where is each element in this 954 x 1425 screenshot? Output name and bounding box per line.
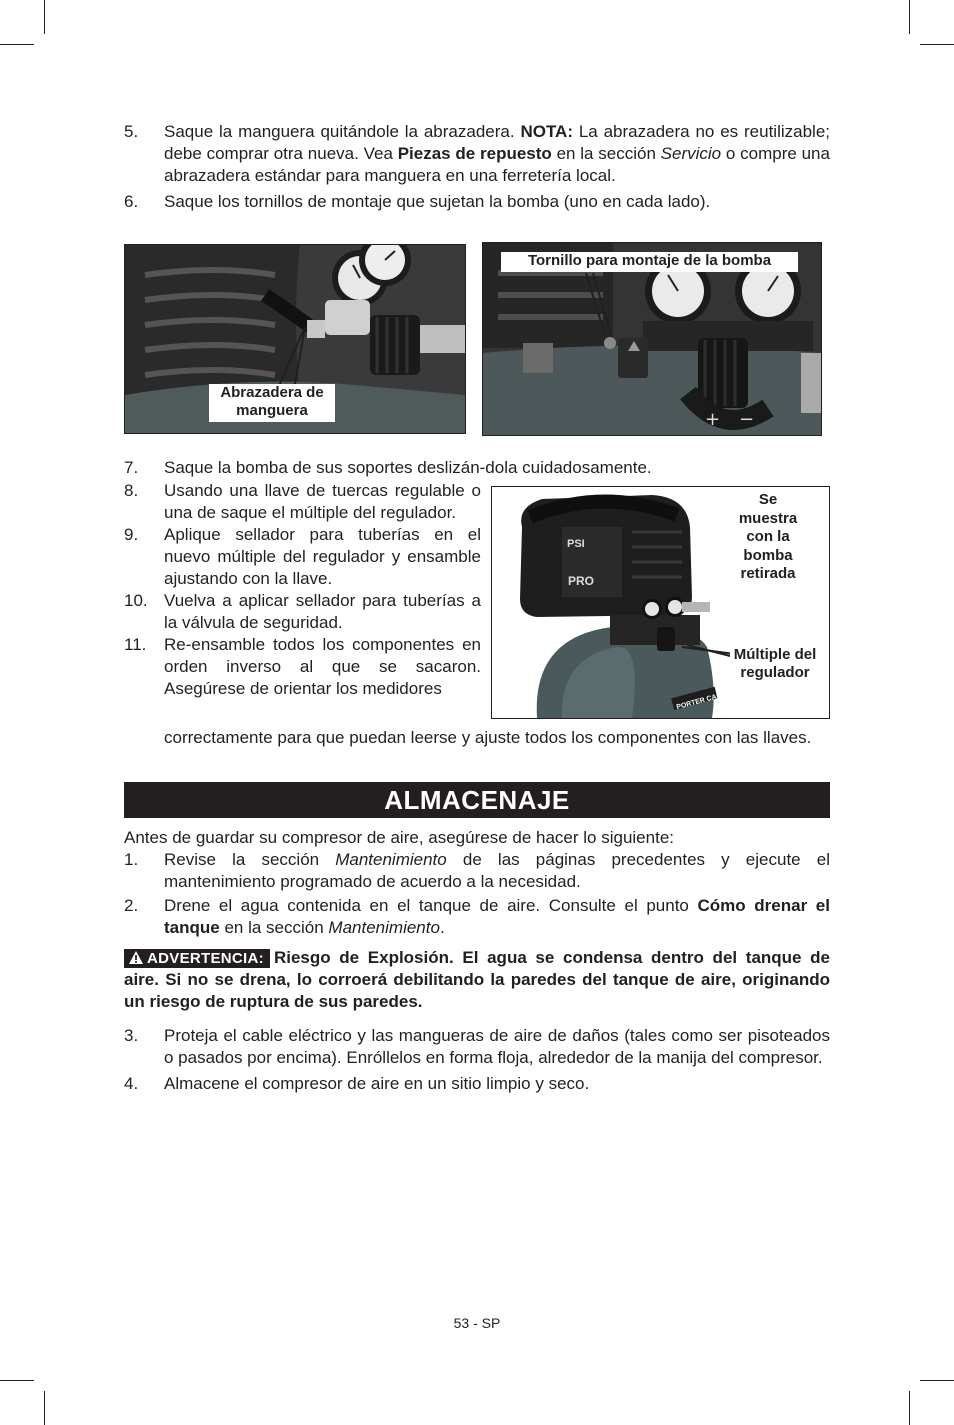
storage-step-4 (124, 1073, 830, 1095)
step-text: Aplique sellador para tuberías en el nuevo múltiple del regulador y ensamble ajustando con la llave. (164, 525, 481, 588)
crop-mark (0, 44, 34, 45)
callout-regulator-manifold: Múltiple del regulador (730, 646, 820, 682)
step-number: 6. (124, 192, 139, 211)
step-number: 10. (124, 591, 148, 610)
svg-text:−: − (739, 409, 755, 430)
step-number: 3. (124, 1026, 139, 1045)
step-text: Drene el agua contenida en el tanque de aire. Consulte el punto Cómo drenar el tanque en la sección Mantenimiento. (164, 896, 830, 937)
storage-step-2 (124, 895, 830, 939)
step-number: 5. (124, 122, 139, 141)
step-number: 11. (124, 635, 147, 654)
step-text: Proteja el cable eléctrico y las mangueras de aire de daños (tales como ser pisoteados o pasados por encima). Enróllelos en forma floja, alrededor de la manija del compresor. (164, 1026, 830, 1067)
callout-pump-mount-screw: Tornillo para montaje de la bomba (501, 252, 798, 272)
step-9 (124, 524, 481, 590)
step-text: Usando una llave de tuercas regulable o una de saque el múltiple del regulador. (164, 481, 481, 522)
steps-top (124, 121, 830, 213)
step-11 (124, 634, 481, 700)
callout-pump-removed: Se muestra con la bomba retirada (728, 491, 808, 584)
crop-mark (920, 1380, 954, 1381)
crop-mark (920, 44, 954, 45)
step-8 (124, 480, 481, 524)
step-number: 4. (124, 1074, 139, 1093)
step-10 (124, 590, 481, 634)
callout-hose-clamp: Abrazadera de manguera (209, 384, 335, 422)
step-6 (124, 191, 830, 213)
warning-badge (124, 949, 270, 968)
warning-block (124, 947, 830, 1013)
warning-text: Riesgo de Explosión. El agua se condensa dentro del tanque de aire. Si no se drena, lo corroerá debilitando la paredes del tanque de aire, originando un riesgo de ruptura de sus paredes. (124, 948, 830, 1011)
step-number: 9. (124, 525, 139, 544)
step-text: Almacene el compresor de aire en un sitio limpio y seco. (164, 1074, 590, 1093)
psi-label: PSI (567, 538, 585, 550)
step-7 (124, 457, 830, 479)
step-number: 1. (124, 850, 139, 869)
step-text: Saque la manguera quitándole la abrazadera. NOTA: La abrazadera no es reutilizable; debe comprar otra nueva. Vea Piezas de repuesto en la sección Servicio o compre una abrazadera estándar para manguera en una ferretería local. (164, 122, 830, 185)
crop-mark (909, 1391, 910, 1425)
step-number: 7. (124, 458, 139, 477)
warning-triangle-icon (128, 950, 144, 965)
warning-label: ADVERTENCIA: (147, 950, 264, 967)
crop-mark (44, 1391, 45, 1425)
page-number: 53 - SP (453, 1315, 501, 1331)
brand-logo: PORTER CABLE (675, 690, 732, 712)
step-text: Revise la sección Mantenimiento de las páginas precedentes y ejecute el mantenimiento programado de acuerdo a la necesidad. (164, 850, 830, 891)
crop-mark (909, 0, 910, 34)
step-text: Vuelva a aplicar sellador para tuberías a la válvula de seguridad. (164, 591, 481, 632)
step-text: Saque la bomba de sus soportes deslizán-dola cuidadosamente. (164, 458, 652, 477)
step-number: 8. (124, 481, 139, 500)
storage-section (124, 827, 830, 1095)
step-number: 2. (124, 896, 139, 915)
storage-step-3 (124, 1025, 830, 1069)
svg-text:+: + (705, 409, 721, 430)
step-text: Saque los tornillos de montaje que sujetan la bomba (uno en cada lado). (164, 192, 711, 211)
step-text: Re-ensamble todos los componentes en orden inverso al que se sacaron. Asegúrese de orientar los medidores (164, 635, 481, 698)
crop-mark (44, 0, 45, 34)
step-5 (124, 121, 830, 187)
storage-step-1 (124, 849, 830, 893)
storage-intro: Antes de guardar su compresor de aire, asegúrese de hacer lo siguiente: (124, 828, 674, 847)
step-11-continued: correctamente para que puedan leerse y ajuste todos los componentes con las llaves. (164, 728, 812, 747)
section-title-bar: ALMACENAJE (124, 782, 830, 818)
crop-mark (0, 1380, 34, 1381)
pro-label: PRO (568, 574, 595, 588)
steps-side (124, 480, 481, 700)
